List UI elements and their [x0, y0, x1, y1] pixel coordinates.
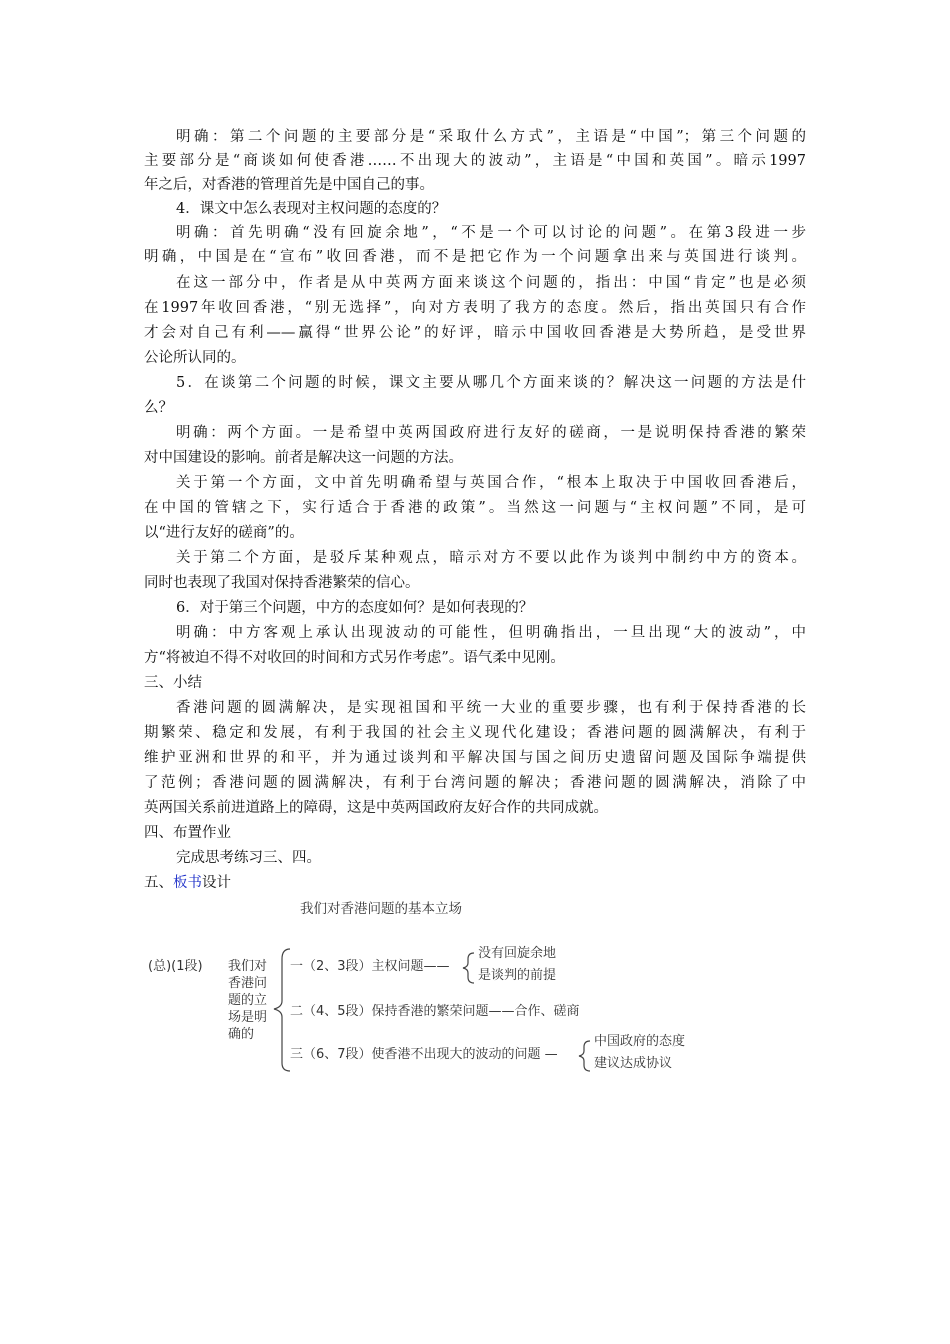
paragraph-line: 维护亚洲和世界的和平，并为通过谈判和平解决国与国之间历史遗留问题及国际争端提供: [144, 750, 806, 766]
branch-1-brace: [463, 953, 474, 983]
board-link[interactable]: 板书: [173, 875, 202, 891]
question-6: 6．对于第三个问题，中方的态度如何？是如何表现的？: [176, 600, 534, 616]
question-4: 4．课文中怎么表现对主权问题的态度的？: [176, 201, 447, 217]
section-heading-board-design: [144, 873, 231, 893]
paragraph-line: 以“进行友好的磋商”的。: [144, 525, 304, 541]
board-summary-line: 香港问: [228, 976, 268, 991]
paragraph-line: 了范例；香港问题的圆满解决，有利于台湾问题的解决；香港问题的圆满解决，消除了中: [144, 775, 806, 791]
branch-1-sub: 是谈判的前提: [478, 968, 557, 983]
paragraph-line: 英两国关系前进道路上的障碍，这是中英两国政府友好合作的共同成就。: [144, 800, 608, 816]
paragraph-line: 年之后，对香港的管理首先是中国自己的事。: [144, 177, 434, 193]
board-summary-line: 确的: [228, 1027, 255, 1042]
paragraph-line: 同时也表现了我国对保持香港繁荣的信心。: [144, 575, 420, 591]
paragraph-line: 完成思考练习三、四。: [176, 850, 321, 866]
paragraph-line: 关于第一个方面，文中首先明确希望与英国合作，“根本上取决于中国收回香港后，: [176, 475, 806, 491]
board-summary-line: 我们对: [228, 959, 268, 974]
paragraph-line: 明确：首先明确“没有回旋余地”，“不是一个可以讨论的问题”。在第3段进一步: [176, 225, 806, 241]
branch-1: 一（2、3段）主权问题——: [290, 959, 450, 974]
paragraph-line: 公论所认同的。: [144, 350, 246, 366]
paragraph-line: 方“将被迫不得不对收回的时间和方式另作考虑”。语气柔中见刚。: [144, 650, 565, 666]
paragraph-line: 明确：中方客观上承认出现波动的可能性，但明确指出，一旦出现“大的波动”，中: [176, 625, 806, 641]
section-suffix: 设计: [202, 875, 231, 891]
question-5: 5．在谈第二个问题的时候，课文主要从哪几个方面来谈的？解决这一问题的方法是什: [176, 375, 806, 391]
branch-1-sub: 没有回旋余地: [478, 946, 557, 961]
board-summary-line: 场是明: [228, 1010, 268, 1025]
paragraph-line: 香港问题的圆满解决，是实现祖国和平统一大业的重要步骤，也有利于保持香港的长: [176, 700, 806, 716]
section-heading-homework: 四、布置作业: [144, 825, 231, 841]
board-title: 我们对香港问题的基本立场: [300, 901, 462, 917]
blackboard-diagram: [144, 897, 704, 1077]
section-prefix: 五、: [144, 875, 173, 891]
branch-2: 二（4、5段）保持香港的繁荣问题——合作、磋商: [290, 1004, 580, 1019]
board-summary-line: 题的立: [228, 993, 268, 1008]
branch-3-brace: [579, 1041, 590, 1071]
branch-3-sub: 中国政府的态度: [594, 1034, 686, 1049]
branch-3-sub: 建议达成协议: [594, 1056, 673, 1071]
paragraph-line: 主要部分是“商谈如何使香港……不出现大的波动”，主语是“中国和英国”。暗示1997: [144, 153, 806, 169]
paragraph-line: 在这一部分中，作者是从中英两方面来谈这个问题的，指出：中国“肯定”也是必须: [176, 275, 806, 291]
branch-3: 三（6、7段）使香港不出现大的波动的问题 —: [290, 1047, 558, 1062]
paragraph-line: 明确：两个方面。一是希望中英两国政府进行友好的磋商，一是说明保持香港的繁荣: [176, 425, 806, 441]
paragraph-line: 在1997年收回香港，“别无选择”，向对方表明了我方的态度。然后，指出英国只有合作: [144, 300, 806, 316]
main-brace: [274, 949, 290, 1071]
section-heading-summary: 三、小结: [144, 675, 202, 691]
paragraph-line: 期繁荣、稳定和发展，有利于我国的社会主义现代化建设；香港问题的圆满解决，有利于: [144, 725, 806, 741]
question-5-cont: 么？: [144, 400, 173, 416]
paragraph-line: 才会对自己有利——赢得“世界公论”的好评，暗示中国收回香港是大势所趋，是受世界: [144, 325, 806, 341]
paragraph-line: 明确：第二个问题的主要部分是“采取什么方式”，主语是“中国”；第三个问题的: [176, 129, 806, 145]
paragraph-line: 明确，中国是在“宣布”收回香港，而不是把它作为一个问题拿出来与英国进行谈判。: [144, 249, 806, 265]
paragraph-line: 对中国建设的影响。前者是解决这一问题的方法。: [144, 450, 463, 466]
paragraph-line: 关于第二个方面，是驳斥某种观点，暗示对方不要以此作为谈判中制约中方的资本。: [176, 550, 806, 566]
paragraph-line: 在中国的管辖之下，实行适合于香港的政策”。当然这一问题与“主权问题”不同，是可: [144, 500, 806, 516]
board-total-label: (总)(1段): [148, 959, 203, 974]
